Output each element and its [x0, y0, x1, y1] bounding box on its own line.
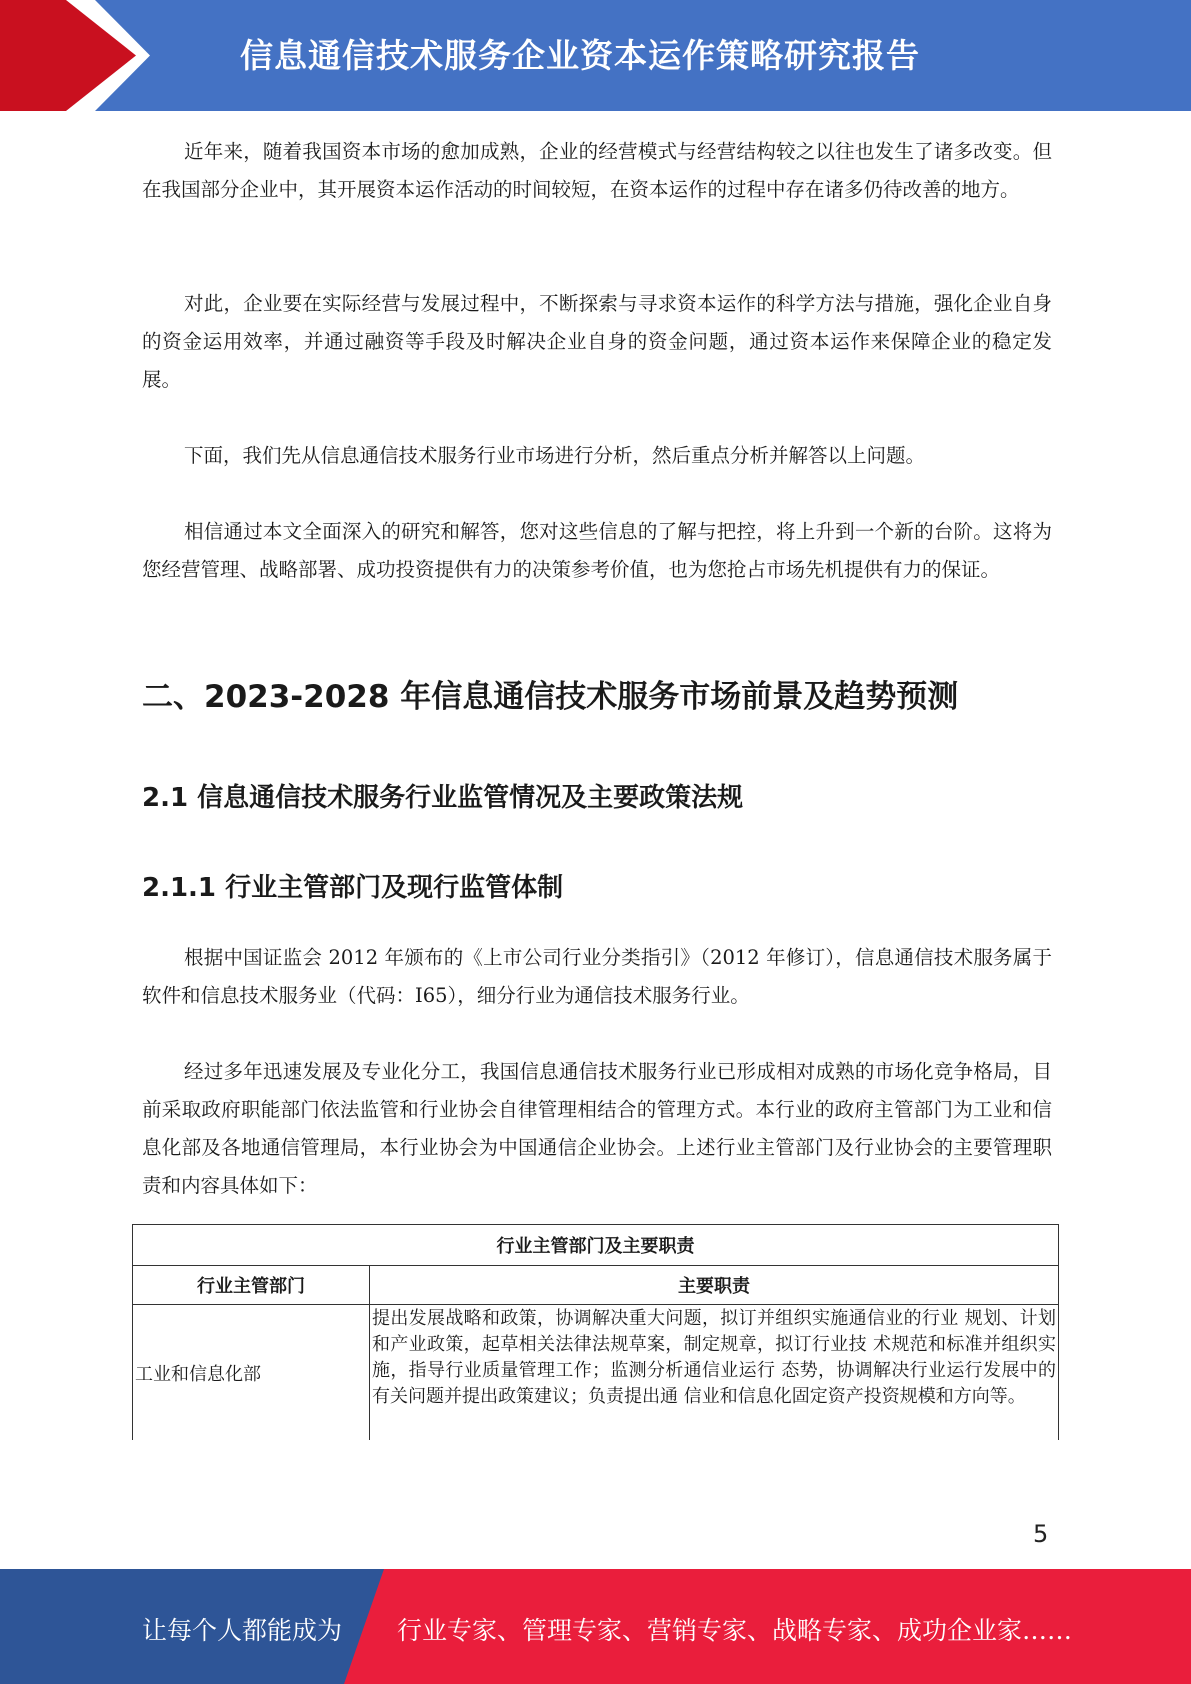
- intro-paragraph: 相信通过本文全面深入的研究和解答，您对这些信息的了解与把控，将上升到一个新的台阶。这将为您经营管理、战略部署、成功投资提供有力的决策参考价值，也为您抢占市场先机提供有力的保证。: [142, 520, 1052, 581]
- regulator-duties-table: [132, 1224, 1059, 1442]
- intro-paragraph: 对此，企业要在实际经营与发展过程中，不断探索与寻求资本运作的科学方法与措施，强化企业自身的资金运用效率，并通过融资等手段及时解决企业自身的资金问题，通过资本运作来保障企业的稳定发展。: [142, 292, 1052, 391]
- footer-slogan-right: 行业专家、管理专家、营销专家、战略专家、成功企业家……: [397, 1616, 1073, 1645]
- page-number: 5: [1033, 1520, 1049, 1548]
- table-row: [133, 1305, 1059, 1442]
- subsubsection-heading: 2.1.1 行业主管部门及现行监管体制: [142, 873, 564, 903]
- table-cell-dept: 工业和信息化部: [133, 1305, 370, 1442]
- table-continues-mask: [130, 1440, 1062, 1446]
- report-title: 信息通信技术服务企业资本运作策略研究报告: [240, 36, 920, 75]
- table-caption: 行业主管部门及主要职责: [133, 1225, 1059, 1266]
- body-paragraph: 根据中国证监会 2012 年颁布的《上市公司行业分类指引》（2012 年修订），信息通信技术服务属于软件和信息技术服务业（代码：I65），细分行业为通信技术服务行业。: [142, 946, 1052, 1007]
- body-paragraph: 经过多年迅速发展及专业化分工，我国信息通信技术服务行业已形成相对成熟的市场化竞争格局，目前采取政府职能部门依法监管和行业协会自律管理相结合的管理方式。本行业的政府主管部门为工业和信息化部及各地通信管理局，本行业协会为中国通信企业协会。上述行业主管部门及行业协会的主要管理职责和内容具体如下：: [142, 1060, 1052, 1197]
- page-header: [0, 0, 1191, 111]
- intro-paragraph: 近年来，随着我国资本市场的愈加成熟，企业的经营模式与经营结构较之以往也发生了诸多改变。但在我国部分企业中，其开展资本运作活动的时间较短，在资本运作的过程中存在诸多仍待改善的地方。: [142, 140, 1052, 201]
- subsection-heading: 2.1 信息通信技术服务行业监管情况及主要政策法规: [142, 783, 744, 813]
- table-header-dept: 行业主管部门: [133, 1266, 370, 1305]
- table-cell-duty: 提出发展战略和政策，协调解决重大问题，拟订并组织实施通信业的行业 规划、计划和产业政策，起草相关法律法规草案，制定规章，拟订行业技 术规范和标准并组织实施，指导行业质量管理工作；监测分析通信业运行 态势，协调解决行业运行发展中的有关问题并提出政策建议；负责提出通 信业和信息化固定资产投资规模和方向等。: [370, 1305, 1059, 1442]
- table-header-duty: 主要职责: [370, 1266, 1059, 1305]
- intro-paragraph: 下面，我们先从信息通信技术服务行业市场进行分析，然后重点分析并解答以上问题。: [184, 444, 926, 467]
- page-footer: [0, 1569, 1191, 1684]
- footer-slogan-left: 让每个人都能成为: [142, 1616, 343, 1645]
- header-red-chevron-decoration: [0, 0, 136, 111]
- section-heading: 二、2023-2028 年信息通信技术服务市场前景及趋势预测: [142, 679, 959, 715]
